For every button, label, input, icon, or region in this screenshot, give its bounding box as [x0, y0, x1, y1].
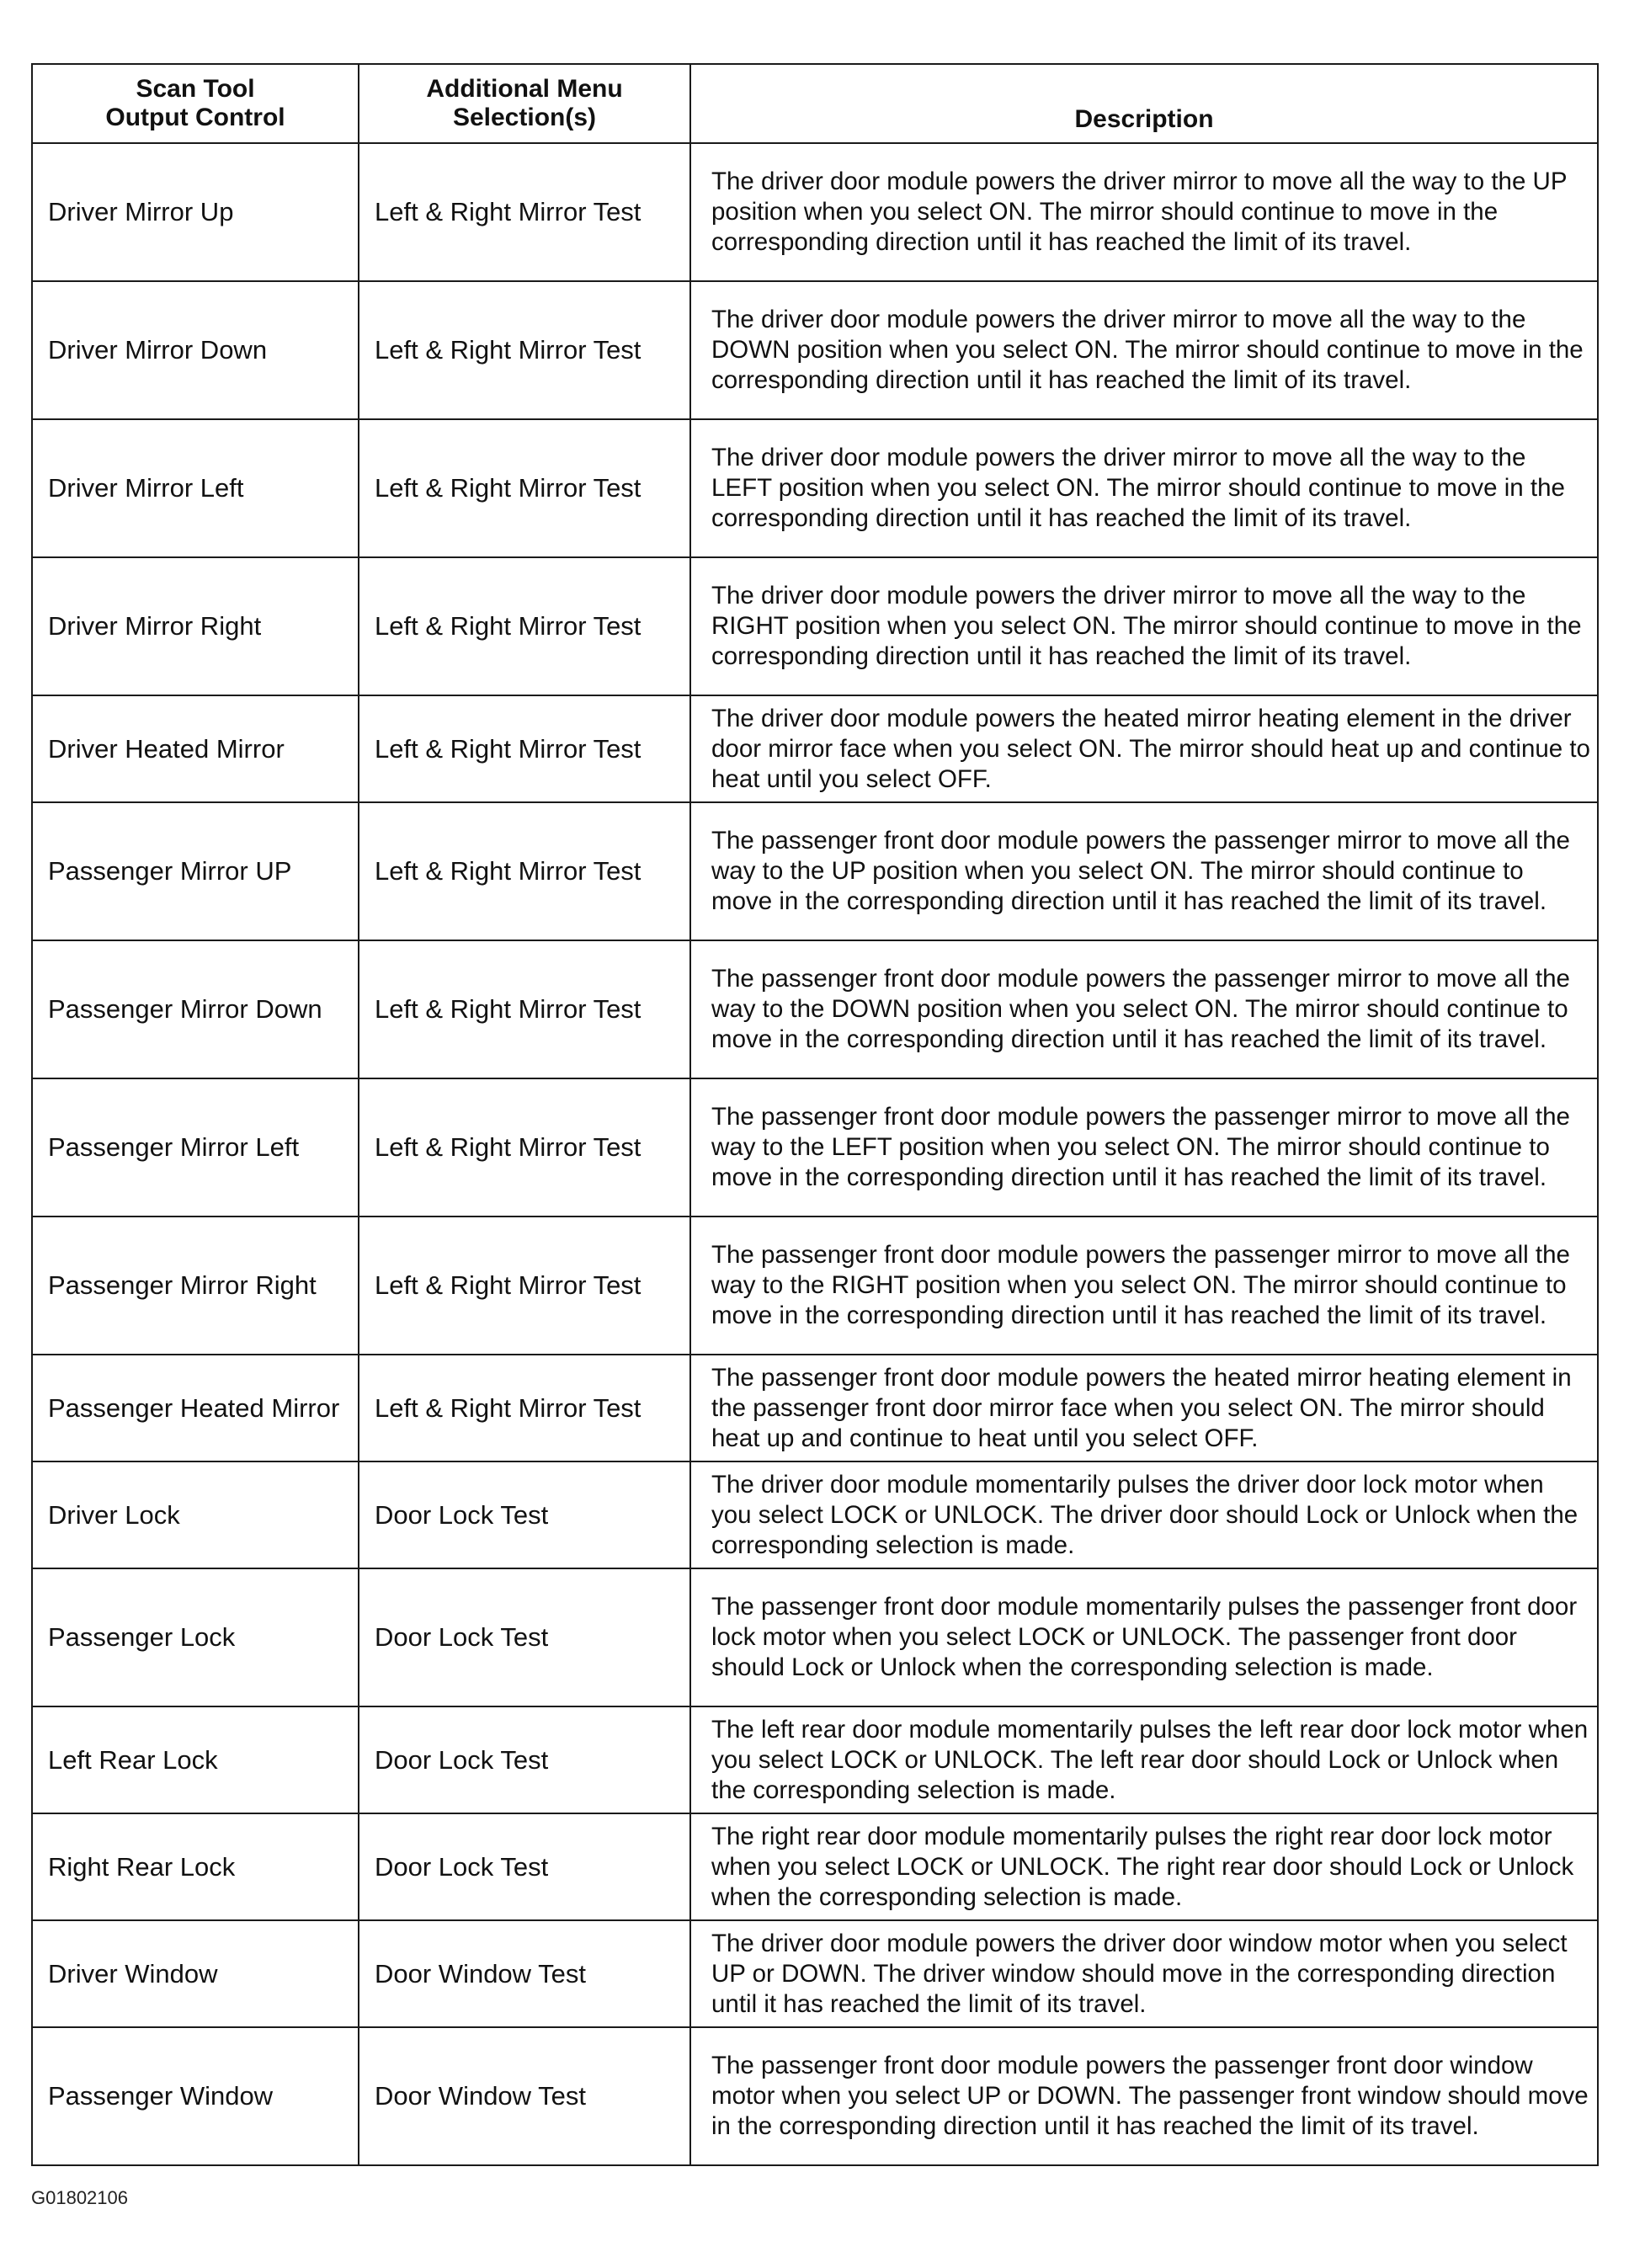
menu-selection-cell: Door Lock Test: [359, 1461, 690, 1568]
menu-selection-cell: Door Window Test: [359, 2027, 690, 2165]
menu-selection-cell: Door Window Test: [359, 1920, 690, 2027]
menu-selection-cell: Left & Right Mirror Test: [359, 940, 690, 1078]
header-control-line-2: Output Control: [105, 104, 285, 131]
menu-selection-cell: Door Lock Test: [359, 1568, 690, 1706]
table-row: [32, 1920, 1598, 2027]
figure-code: G01802106: [31, 2187, 128, 2208]
output-control-cell: Left Rear Lock: [32, 1706, 359, 1813]
output-control-cell: Passenger Window: [32, 2027, 359, 2165]
table-row: [32, 1706, 1598, 1813]
output-control-cell: Passenger Mirror UP: [32, 802, 359, 940]
header-menu-line-1: Additional Menu: [426, 75, 623, 103]
table-row: [32, 419, 1598, 557]
description-cell: The passenger front door module powers the passenger mirror to move all the way to the UP position when you select ON. The mirror should continue to move in the corresponding direction until it has reached the limit of its travel.: [690, 802, 1598, 940]
output-control-cell: Passenger Mirror Left: [32, 1078, 359, 1217]
description-cell: The driver door module powers the driver mirror to move all the way to the UP position when you select ON. The mirror should continue to move in the corresponding direction until it has reached the limit of its travel.: [690, 143, 1598, 281]
output-control-cell: Driver Mirror Left: [32, 419, 359, 557]
table-row: [32, 143, 1598, 281]
description-cell: The right rear door module momentarily pulses the right rear door lock motor when you select LOCK or UNLOCK. The right rear door should Lock or Unlock when the corresponding selection is made.: [690, 1813, 1598, 1920]
menu-selection-cell: Left & Right Mirror Test: [359, 1355, 690, 1461]
description-cell: The left rear door module momentarily pulses the left rear door lock motor when you select LOCK or UNLOCK. The left rear door should Lock or Unlock when the corresponding selection is made.: [690, 1706, 1598, 1813]
scan-tool-output-control-table: [31, 63, 1599, 2166]
output-control-cell: Driver Window: [32, 1920, 359, 2027]
table-row: [32, 1078, 1598, 1217]
menu-selection-cell: Left & Right Mirror Test: [359, 1078, 690, 1217]
header-description: Description: [690, 64, 1598, 143]
description-cell: The driver door module powers the driver mirror to move all the way to the LEFT position when you select ON. The mirror should continue to move in the corresponding direction until it has reached the limit of its travel.: [690, 419, 1598, 557]
menu-selection-cell: Left & Right Mirror Test: [359, 281, 690, 419]
menu-selection-cell: Left & Right Mirror Test: [359, 695, 690, 802]
output-control-cell: Passenger Heated Mirror: [32, 1355, 359, 1461]
output-control-cell: Driver Lock: [32, 1461, 359, 1568]
header-scan-tool-output-control: [32, 64, 359, 143]
header-row: [32, 64, 1598, 143]
menu-selection-cell: Left & Right Mirror Test: [359, 1217, 690, 1355]
output-control-cell: Driver Mirror Right: [32, 557, 359, 695]
menu-selection-cell: Left & Right Mirror Test: [359, 802, 690, 940]
output-control-cell: Passenger Mirror Right: [32, 1217, 359, 1355]
menu-selection-cell: Left & Right Mirror Test: [359, 419, 690, 557]
description-cell: The passenger front door module powers the passenger front door window motor when you select UP or DOWN. The passenger front window should move in the corresponding direction until it has reached the limit of its travel.: [690, 2027, 1598, 2165]
description-cell: The driver door module momentarily pulses the driver door lock motor when you select LOCK or UNLOCK. The driver door should Lock or Unlock when the corresponding selection is made.: [690, 1461, 1598, 1568]
output-control-cell: Driver Mirror Down: [32, 281, 359, 419]
description-cell: The passenger front door module powers the passenger mirror to move all the way to the LEFT position when you select ON. The mirror should continue to move in the corresponding direction until it has reached the limit of its travel.: [690, 1078, 1598, 1217]
menu-selection-cell: Door Lock Test: [359, 1706, 690, 1813]
output-control-cell: Passenger Mirror Down: [32, 940, 359, 1078]
header-control-line-1: Scan Tool: [136, 75, 255, 103]
menu-selection-cell: Left & Right Mirror Test: [359, 143, 690, 281]
table-row: [32, 1461, 1598, 1568]
menu-selection-cell: Door Lock Test: [359, 1813, 690, 1920]
table-row: [32, 1568, 1598, 1706]
table-row: [32, 557, 1598, 695]
output-control-cell: Passenger Lock: [32, 1568, 359, 1706]
description-cell: The passenger front door module powers the passenger mirror to move all the way to the RIGHT position when you select ON. The mirror should continue to move in the corresponding direction until it has reached the limit of its travel.: [690, 1217, 1598, 1355]
table-body: [32, 143, 1598, 2165]
table-row: [32, 802, 1598, 940]
output-control-cell: Driver Heated Mirror: [32, 695, 359, 802]
description-cell: The driver door module powers the heated mirror heating element in the driver door mirror face when you select ON. The mirror should heat up and continue to heat until you select OFF.: [690, 695, 1598, 802]
description-cell: The driver door module powers the driver mirror to move all the way to the DOWN position when you select ON. The mirror should continue to move in the corresponding direction until it has reached the limit of its travel.: [690, 281, 1598, 419]
description-cell: The driver door module powers the driver mirror to move all the way to the RIGHT position when you select ON. The mirror should continue to move in the corresponding direction until it has reached the limit of its travel.: [690, 557, 1598, 695]
table-row: [32, 1813, 1598, 1920]
description-cell: The passenger front door module powers the heated mirror heating element in the passenger front door mirror face when you select ON. The mirror should heat up and continue to heat until you select OFF.: [690, 1355, 1598, 1461]
description-cell: The passenger front door module momentarily pulses the passenger front door lock motor when you select LOCK or UNLOCK. The passenger front door should Lock or Unlock when the corresponding selection is made.: [690, 1568, 1598, 1706]
table-row: [32, 2027, 1598, 2165]
table-row: [32, 1217, 1598, 1355]
description-cell: The driver door module powers the driver door window motor when you select UP or DOWN. The driver window should move in the corresponding direction until it has reached the limit of its travel.: [690, 1920, 1598, 2027]
table-row: [32, 940, 1598, 1078]
output-control-cell: Right Rear Lock: [32, 1813, 359, 1920]
table-row: [32, 695, 1598, 802]
table-row: [32, 281, 1598, 419]
header-additional-menu-selections: [359, 64, 690, 143]
menu-selection-cell: Left & Right Mirror Test: [359, 557, 690, 695]
table-row: [32, 1355, 1598, 1461]
header-menu-line-2: Selection(s): [452, 104, 597, 131]
description-cell: The passenger front door module powers the passenger mirror to move all the way to the DOWN position when you select ON. The mirror should continue to move in the corresponding direction until it has reached the limit of its travel.: [690, 940, 1598, 1078]
output-control-cell: Driver Mirror Up: [32, 143, 359, 281]
